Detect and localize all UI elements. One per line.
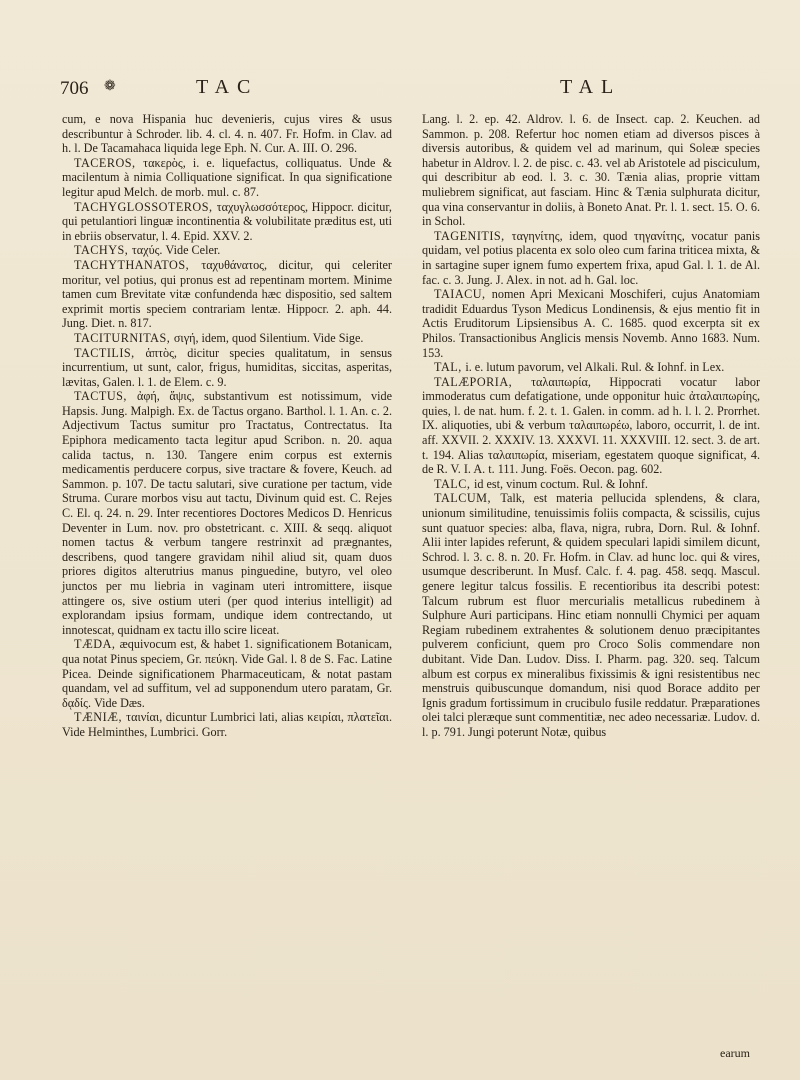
entry-text: ἀφή, ἅψις, substantivum est notissimum, vide Hapsis. Jung. Malpigh. Ex. de Tactus organo. Barthol. l. 1. An. c. 2. Adjectivum Tactus sumitur pro Tractatus, Contrectatus. Ita Epiphora medicamento tacta legitur apud Scribon. n. 20. aqua calida tactus, n. 130. Tangere enim corpus est externis medicamentis perducere corpus, sive tractare & fovere, Keuch. ad Sammon. p. 107. De tactu salutari, sive curatione per tactum, vide Struma. Curare morbos visu aut tactu, Divinum quid est. C. Rejes C. El. q. 24. n. 29. Inter recentiores Doctores Medicos D. Henricus Deventer in Lum. nov. pro obstetricant. c. XIII. & seqq. aliquot nomen tactus & verbum tangere restrinxit ad prægnantes, describens, quod tangere gravidam nihil aliud sit, quam duos priores digitos alterutrius manus pinguedine, butyro, vel oleo junctos per mu liebria in vaginam uteri intromittere, iisque attingere os, sive ostium uteri (per quod interius intelligit) ad explorandam ipsius formam, undique idem contrectando, ut innotescat, quidnam ex tactu illo scire liceat. xyxy=(62,389,392,637)
entry-text: nomen Apri Mexicani Moschiferi, cujus Anatomiam tradidit Eduardus Tyson Medicus Londinensis, & ejus mentio fit in Actis Eruditorum Lipsiensibus A. C. 1685. quod excerpta sit ex Philos. Transactionibus Anglicis mensis Novemb. Anno 1683. Num. 153. xyxy=(422,287,760,360)
entry-text: æquivocum est, & habet 1. significationem Botanicam, qua notat Pinus speciem, Gr. πεύκη. Vide Gal. l. 8 de S. Fac. Latine Picea. Deinde significationem Pharmaceuticam, & notat pastam quandam, vel ad suffitum, vel ad supponendum utero paratam, Gr. δᾳδίς. Vide Dæs. xyxy=(62,637,392,710)
entry-text: σιγή, idem, quod Silentium. Vide Sige. xyxy=(173,330,364,345)
dictionary-entry xyxy=(62,637,392,710)
entry-text: Talk, est materia pellucida splendens, & clara, unionum similitudine, tenuissimis foliis compacta, & scissilis, cujus sunt quatuor species: alba, flava, nigra, rubra, Dorn. Rul. & Iohnf. Alii inter lapides referunt, & quidem speculari lapidi similem dicunt, Schrod. l. 3. c. 8. n. 20. Fr. Hofm. in Clav. ad hunc loc. qui & vires, usumque describerunt. In Musf. Calc. f. 4. pag. 458. seqq. Mascul. genere legitur talcus fossilis. E recentioribus ita describi potest: Talcum rubrum est fluor mercurialis metallicus rubedinem à Sulphure Auri participans. Hinc etiam nonnulli Chymici per aquam Regiam rubedinem extrahentes & solutionem denuo præcipitantes pulverem conficiunt, quem pro Croco Solis commendare non dubitant. Vide Dan. Ludov. Diss. I. Pharm. pag. 320. seq. Talcum album est corpus ex mineralibus fixissimis & igni resistentibus nec menstruis quibuscunque domandum, nisi quod Borace addito per Ignis gradum fortissimum in crucibulo fusile reddatur. Præparationes olei talci pleræque sunt commentitiæ, nec adeo necessariæ. Ludov. d. l. p. 791. Jungi poterunt Notæ, quibus xyxy=(422,491,760,739)
entry-lemma: TACTILIS, xyxy=(74,345,146,360)
dictionary-entry xyxy=(422,360,760,375)
entry-lemma: TACHYTHANATOS, xyxy=(74,257,202,272)
catchword: earum xyxy=(720,1046,750,1060)
entry-lemma: TACTUS, xyxy=(74,389,137,404)
running-header xyxy=(0,72,800,106)
entry-text: ταχύς. Vide Celer. xyxy=(131,243,221,258)
entry-lemma: TALC, xyxy=(434,476,474,491)
left-column xyxy=(62,112,392,740)
entry-text: ἁπτὸς, dicitur species qualitatum, in sensus incurrentium, ut sunt, calor, frigus, humiditas, siccitas, asperitas, lævitas, Galen. l. 1. de Elem. c. 9. xyxy=(62,345,392,389)
entry-text: cum, e nova Hispania huc devenieris, cujus vires & usus describuntur à Schroder. lib. 4. cl. 4. n. 407. Fr. Hofm. in Clav. ad h. l. De Tacamahaca liquida lege Eph. N. Cur. A. III. O. 296. xyxy=(62,112,392,156)
dictionary-entry xyxy=(62,346,392,390)
entry-lemma: TAGENITIS, xyxy=(434,228,512,243)
dictionary-entry xyxy=(62,156,392,200)
dictionary-entry xyxy=(422,477,760,492)
entry-lemma: TÆDA, xyxy=(74,637,120,652)
dictionary-entry xyxy=(422,112,760,229)
entry-text: τακερὸς, i. e. liquefactus, colliquatus. Unde & macilentum à nimia Colliquatione significat. In qua significatione legitur apud Melch. de morb. mul. c. 87. xyxy=(62,155,392,199)
entry-text: ταινίαι, dicuntur Lumbrici lati, alias κειρίαι, πλατεῖαι. Vide Helminthes, Lumbrici. Gorr. xyxy=(62,710,393,739)
dictionary-entry xyxy=(62,710,392,739)
entry-text: ταχυθάνατος, dicitur, qui celeriter moritur, vel potius, qui pronus est ad repentinam mortem. Minime tamen cum Brevitate vitæ confundenda hæc dispositio, sed saltem exprimit mortis speciem contrariam lentæ. Hippocr. 2. aph. 44. Jung. Diet. n. 817. xyxy=(62,257,392,331)
entry-text: ταγηνίτης, idem, quod τηγανίτης, vocatur panis quidam, vel potius placenta ex solo oleo cum farina triticea mixta, & in sartagine super ignem fumo expertem frixa, apud Gal. l. 1. de Al. fac. c. 3. Jung. J. Alex. in not. ad h. Gal. loc. xyxy=(422,228,760,287)
entry-lemma: TACEROS, xyxy=(74,155,144,170)
entry-text: ταχυγλωσσότερος, Hippocr. dicitur, qui petulantiori linguæ incontinentia & volubilitate præditus est, uti in ebriis observatur, l. 4. Epid. XXV. 2. xyxy=(62,199,392,243)
dictionary-entry xyxy=(422,491,760,739)
entry-lemma: TACHYGLOSSOTEROS, xyxy=(74,199,217,214)
dictionary-entry xyxy=(62,200,392,244)
header-left-title: TAC xyxy=(196,76,259,98)
entry-lemma: TAIACU, xyxy=(434,287,492,302)
entry-text: ταλαιπωρία, Hippocrati vocatur labor immoderatus cum defatigatione, unde opponitur huic ἀταλαιπωρίης, quies, l. de nat. hum. f. 2. t. 1. Galen. in comm. ad h. l. l. 2. Prorrhet. IX. aliquoties, ubi & verbum ταλαιπωρέω, laboro, occurrit, l. de int. aff. XXVII. 2. XXXIV. 13. XXXVI. 11. XXXVIII. 12. sect. 3. de art. t. 194. Alias ταλαιπωρία, miseriam, egestatem quoque significat, 4. de R. V. I. A. t. 111. Jung. Foës. Oecon. pag. 602. xyxy=(422,374,761,477)
entry-text: Lang. l. 2. ep. 42. Aldrov. l. 6. de Insect. cap. 2. Keuchen. ad Sammon. p. 208. Refertur hoc nomen etiam ad diversos pisces à diversis autoribus, & quidem vel ad marinum, qui Soleæ species habetur in Aldrov. l. 2. de pisc. c. 43. vel ab Aristotele ad pisciculum, qui describitur ab eod. l. 3. c. 30. Tænia alias, proprie vittam muliebrem significat, aut fasciam. Hinc & Tænia sulphurata dicitur, qua vina conservantur in doliis, à Boneto Anat. Pr. l. 1. sect. 15. O. 6. in Schol. xyxy=(422,112,760,229)
entry-lemma: TALCUM, xyxy=(434,491,501,506)
entry-lemma: TÆNIÆ, xyxy=(74,710,127,725)
dictionary-entry xyxy=(62,258,392,331)
dictionary-entry xyxy=(62,389,392,637)
dictionary-entry xyxy=(422,229,760,287)
entry-lemma: TAL, xyxy=(434,360,466,375)
entry-lemma: TACHYS, xyxy=(74,243,132,258)
dictionary-entry xyxy=(422,287,760,360)
entry-lemma: TALÆPORIA, xyxy=(434,374,532,389)
ornament-icon: ❁ xyxy=(104,79,116,94)
entry-lemma: TACITURNITAS, xyxy=(74,330,174,345)
dictionary-entry xyxy=(62,243,392,258)
entry-text: i. e. lutum pavorum, vel Alkali. Rul. & Iohnf. in Lex. xyxy=(465,360,725,375)
header-right-title: TAL xyxy=(560,76,622,98)
right-column xyxy=(422,112,760,740)
dictionary-entry xyxy=(422,375,760,477)
dictionary-entry xyxy=(62,331,392,346)
dictionary-entry xyxy=(62,112,392,156)
page-number: 706 xyxy=(60,78,89,99)
entry-text: id est, vinum coctum. Rul. & Iohnf. xyxy=(473,476,648,491)
